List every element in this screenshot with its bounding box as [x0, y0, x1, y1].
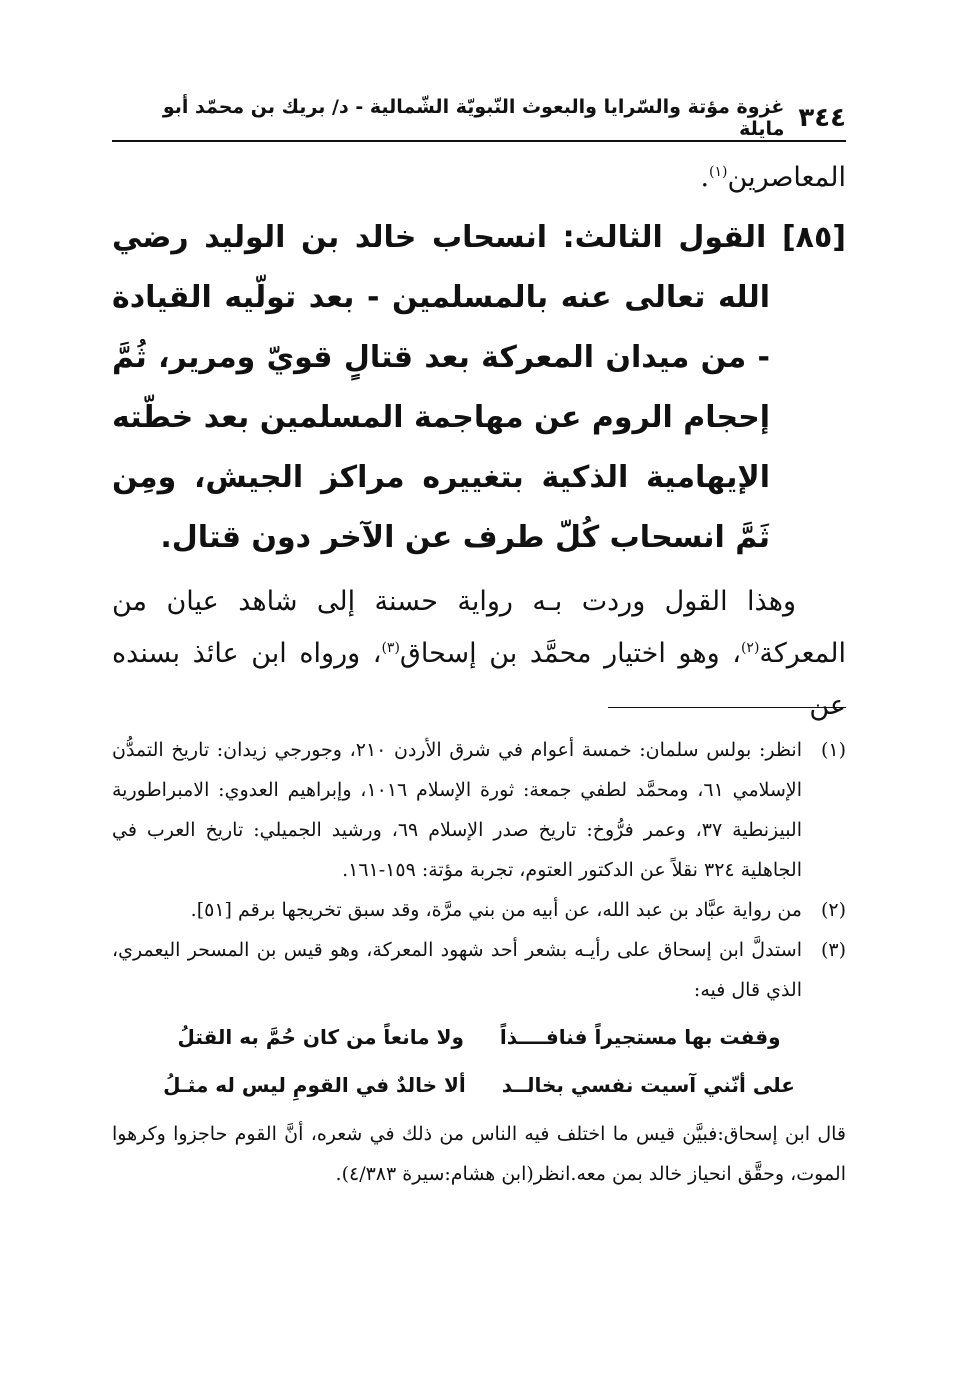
- footnote-marker: (١): [709, 164, 728, 180]
- footnote-3: [112, 930, 846, 1010]
- page: [112, 0, 846, 1395]
- paragraph-text: ، ورواه ابن عائذ بسنده عن: [112, 638, 846, 721]
- paragraph-text: وهذا القول وردت بـه رواية حسنة إلى شاهد عيان من المعركة: [112, 586, 846, 669]
- verse-hemistich: وقفت بها مستجيراً فنافــــذاً: [499, 1025, 781, 1049]
- footnote-text: انظر: بولس سلمان: خمسة أعوام في شرق الأردن ٢١٠، وجورجي زيدان: تاريخ التمدُّن الإسلامي ٦١، ومحمَّد لطفي جمعة: ثورة الإسلام ١٠١٦، وإبراهيم العدوي: الامبراطورية البيزنطية ٣٧، وعمر فرُّوخ: تاريخ صدر الإسلام ٦٩، ورشيد الجميلي: تاريخ العرب في الجاهلية ٣٢٤ نقلاً عن الدكتور العتوم، تجربة مؤتة: ١٥٩-١٦١.: [112, 739, 802, 881]
- footnote-marker: (٢): [740, 640, 760, 656]
- running-title: غزوة مؤتة والسّرايا والبعوث النّبويّة الشّمالية - د/ بريك بن محمّد أبو مايلة: [162, 96, 785, 140]
- verse-hemistich: ولا مانعاً من كان حُمَّ به القتلُ: [177, 1025, 464, 1049]
- paragraph-text: ، وهو اختيار محمَّد بن إسحاق: [399, 638, 741, 669]
- footnote-number: (١): [820, 739, 846, 761]
- page-number: ٣٤٤: [798, 103, 846, 133]
- footnote-2: [112, 890, 846, 930]
- paragraph-text: المعاصرين: [727, 162, 846, 193]
- poem-verse-1: [112, 1016, 846, 1058]
- footnote-conclusion: قال ابن إسحاق:فبيَّن قيس ما اختلف فيه الناس من ذلك في شعره، أنَّ القوم حاجزوا وكرهوا الموت، وحقَّق انحياز خالد بمن معه.انظر(ابن هشام:سيرة ٤/٣٨٣).: [112, 1123, 846, 1185]
- running-header: [112, 96, 846, 142]
- footnotes: [112, 730, 846, 1194]
- point-number: [٨٥]: [781, 220, 846, 255]
- footnote-number: (٣): [820, 939, 846, 961]
- poem-verse-2: [112, 1064, 846, 1106]
- paragraph-continuation: [112, 152, 846, 204]
- point-text: القول الثالث: انسحاب خالد بن الوليد رضي الله تعالى عنه بالمسلمين - بعد تولّيه القيادة - من ميدان المعركة بعد قتالٍ قويّ ومرير، ثُمَّ إحجام الروم عن مهاجمة المسلمين بعد خطّته الإيهامية الذكية بتغييره مراكز الجيش، ومِن ثَمَّ انسحاب كُلّ طرف عن الآخر دون قتال.: [112, 220, 770, 555]
- verse-hemistich: ألا خالدٌ في القومِ ليس له مثـلُ: [163, 1073, 466, 1097]
- footnote-1: [112, 730, 846, 890]
- footnote-marker: (٣): [381, 640, 400, 656]
- paragraph-text: .: [700, 162, 710, 193]
- verse-hemistich: على أنّني آسيت نفسي بخالــد: [501, 1073, 795, 1097]
- footnote-text: استدلَّ ابن إسحاق على رأيـه بشعر أحد شهود المعركة، وهو قيس بن المسحر اليعمري، الذي قال فيه:: [112, 939, 802, 1001]
- footnote-text: من رواية عبَّاد بن عبد الله، عن أبيه من بني مرَّة، وقد سبق تخريجها برقم [٥١].: [190, 899, 802, 921]
- footnote-number: (٢): [820, 899, 846, 921]
- paragraph: [112, 576, 846, 732]
- numbered-point: [112, 208, 846, 568]
- main-body: [112, 152, 846, 732]
- footnote-divider: [608, 707, 846, 708]
